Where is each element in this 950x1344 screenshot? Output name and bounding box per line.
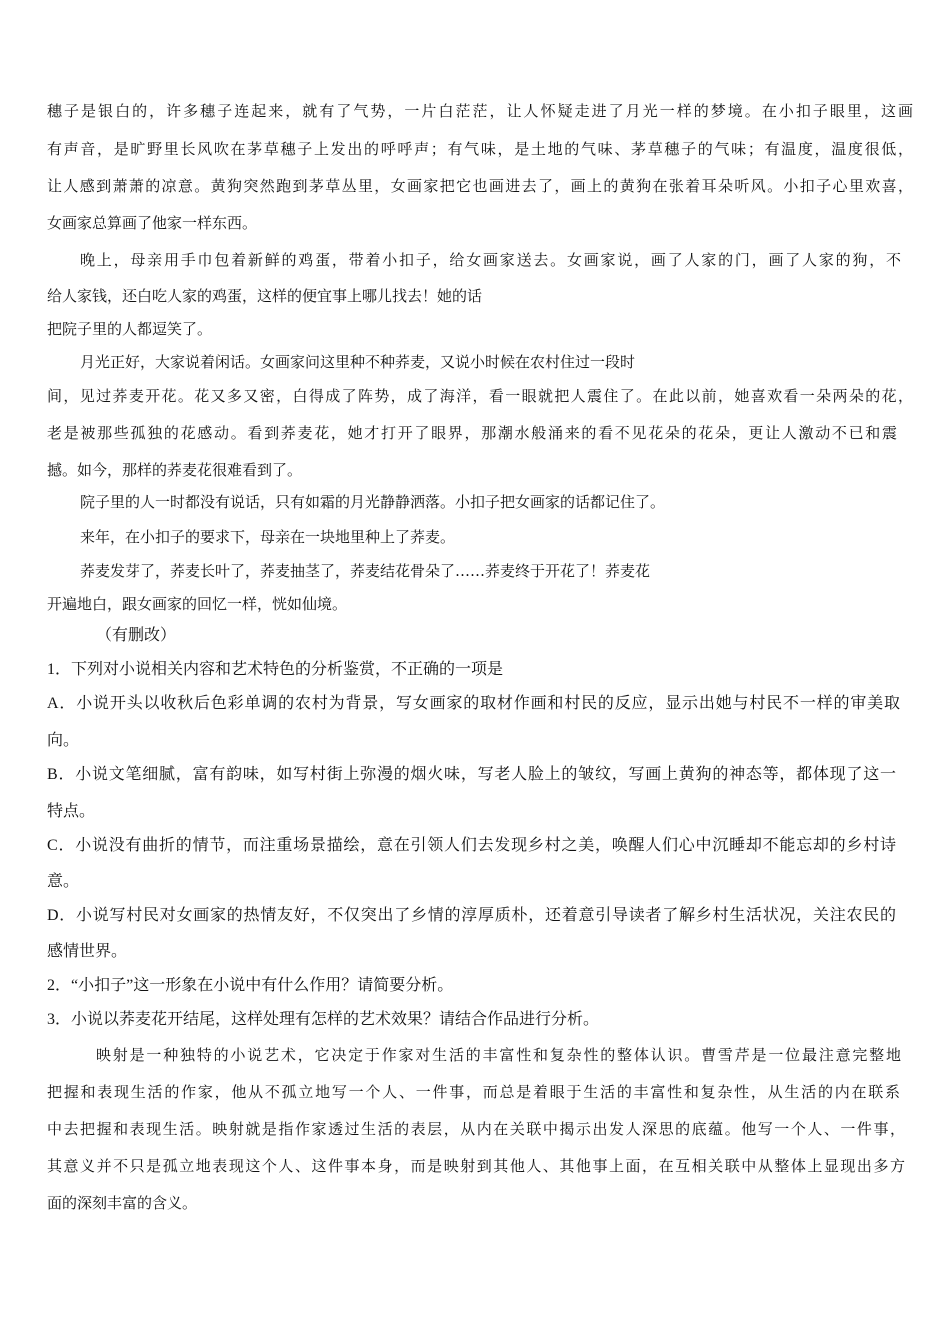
- story-line: 月光正好，大家说着闲话。女画家问这里种不种荞麦，又说小时候在农村住过一段时: [80, 353, 636, 371]
- essay-line: 映射是一种独特的小说艺术，它决定于作家对生活的丰富性和复杂性的整体认识。曹雪芹是一位最注意完整地: [96, 1046, 901, 1064]
- story-line: 给人家钱，还白吃人家的鸡蛋，这样的便宜事上哪儿找去！她的话: [47, 287, 483, 305]
- option-c-cont: 意。: [47, 873, 80, 890]
- option-d: D．小说写村民对女画家的热情友好，不仅突出了乡情的淳厚质朴，还着意引导读者了解乡村生活状况，关注农民的: [47, 907, 896, 924]
- story-line: 间，见过荞麦开花。花又多又密，白得成了阵势，成了海洋，看一眼就把人震住了。在此以前，她喜欢看一朵两朵的花，: [47, 387, 913, 405]
- option-a-cont: 向。: [47, 732, 80, 749]
- option-b: B．小说文笔细腻，富有韵味，如写村街上弥漫的烟火味，写老人脸上的皱纹，写画上黄狗的神态等，都体现了这一: [47, 766, 896, 783]
- essay-line: 中去把握和表现生活。映射就是指作家透过生活的表层，从内在关联中揭示出发人深思的底蕴。他写一个人、一件事，: [47, 1120, 905, 1138]
- story-line: 女画家总算画了他家一样东西。: [47, 214, 258, 232]
- story-line: 把院子里的人都逗笑了。: [47, 320, 213, 338]
- story-line: 撼。如今，那样的荞麦花很难看到了。: [47, 461, 303, 479]
- option-a: A．小说开头以收秋后色彩单调的农村为背景，写女画家的取材作画和村民的反应，显示出她与村民不一样的审美取: [47, 695, 900, 712]
- story-line: 开遍地白，跟女画家的回忆一样，恍如仙境。: [47, 595, 348, 613]
- source-note: （有删改）: [96, 627, 177, 644]
- story-line: 荞麦发芽了，荞麦长叶了，荞麦抽茎了，荞麦结花骨朵了……荞麦终于开花了！荞麦花: [80, 562, 651, 580]
- story-line: 穗子是银白的，许多穗子连起来，就有了气势，一片白茫茫，让人怀疑走进了月光一样的梦境。在小扣子眼里，这画: [47, 102, 913, 120]
- story-line: 老是被那些孤独的花感动。看到荞麦花，她才打开了眼界，那潮水般涌来的看不见花朵的花朵，更让人激动不已和震: [47, 424, 897, 442]
- story-line: 让人感到萧萧的凉意。黄狗突然跑到茅草丛里，女画家把它也画进去了，画上的黄狗在张着耳朵听风。小扣子心里欢喜，: [47, 177, 913, 195]
- option-c: C．小说没有曲折的情节，而注重场景描绘，意在引领人们去发现乡村之美，唤醒人们心中沉睡却不能忘却的乡村诗: [47, 837, 896, 854]
- question-1: 1．下列对小说相关内容和艺术特色的分析鉴赏，不正确的一项是: [47, 661, 504, 678]
- story-line: 晚上，母亲用手巾包着新鲜的鸡蛋，带着小扣子，给女画家送去。女画家说，画了人家的门，画了人家的狗，不: [80, 251, 901, 269]
- story-line: 院子里的人一时都没有说话，只有如霜的月光静静洒落。小扣子把女画家的话都记住了。: [80, 493, 666, 511]
- option-b-cont: 特点。: [47, 803, 96, 820]
- question-2: 2．“小扣子”这一形象在小说中有什么作用？请简要分析。: [47, 977, 454, 994]
- option-d-cont: 感情世界。: [47, 943, 128, 960]
- essay-line: 把握和表现生活的作家，他从不孤立地写一个人、一件事，而总是着眼于生活的丰富性和复杂性，从生活的内在联系: [47, 1083, 900, 1101]
- essay-line: 其意义并不只是孤立地表现这个人、这件事本身，而是映射到其他人、其他事上面，在互相关联中从整体上显现出多方: [47, 1157, 905, 1175]
- story-line: 来年，在小扣子的要求下，母亲在一块地里种上了荞麦。: [80, 528, 456, 546]
- question-3: 3．小说以荞麦花开结尾，这样处理有怎样的艺术效果？请结合作品进行分析。: [47, 1011, 600, 1028]
- story-line: 有声音，是旷野里长风吹在茅草穗子上发出的呼呼声；有气味，是土地的气味、茅草穗子的气味；有温度，温度很低，: [47, 140, 913, 158]
- essay-line: 面的深刻丰富的含义。: [47, 1194, 198, 1212]
